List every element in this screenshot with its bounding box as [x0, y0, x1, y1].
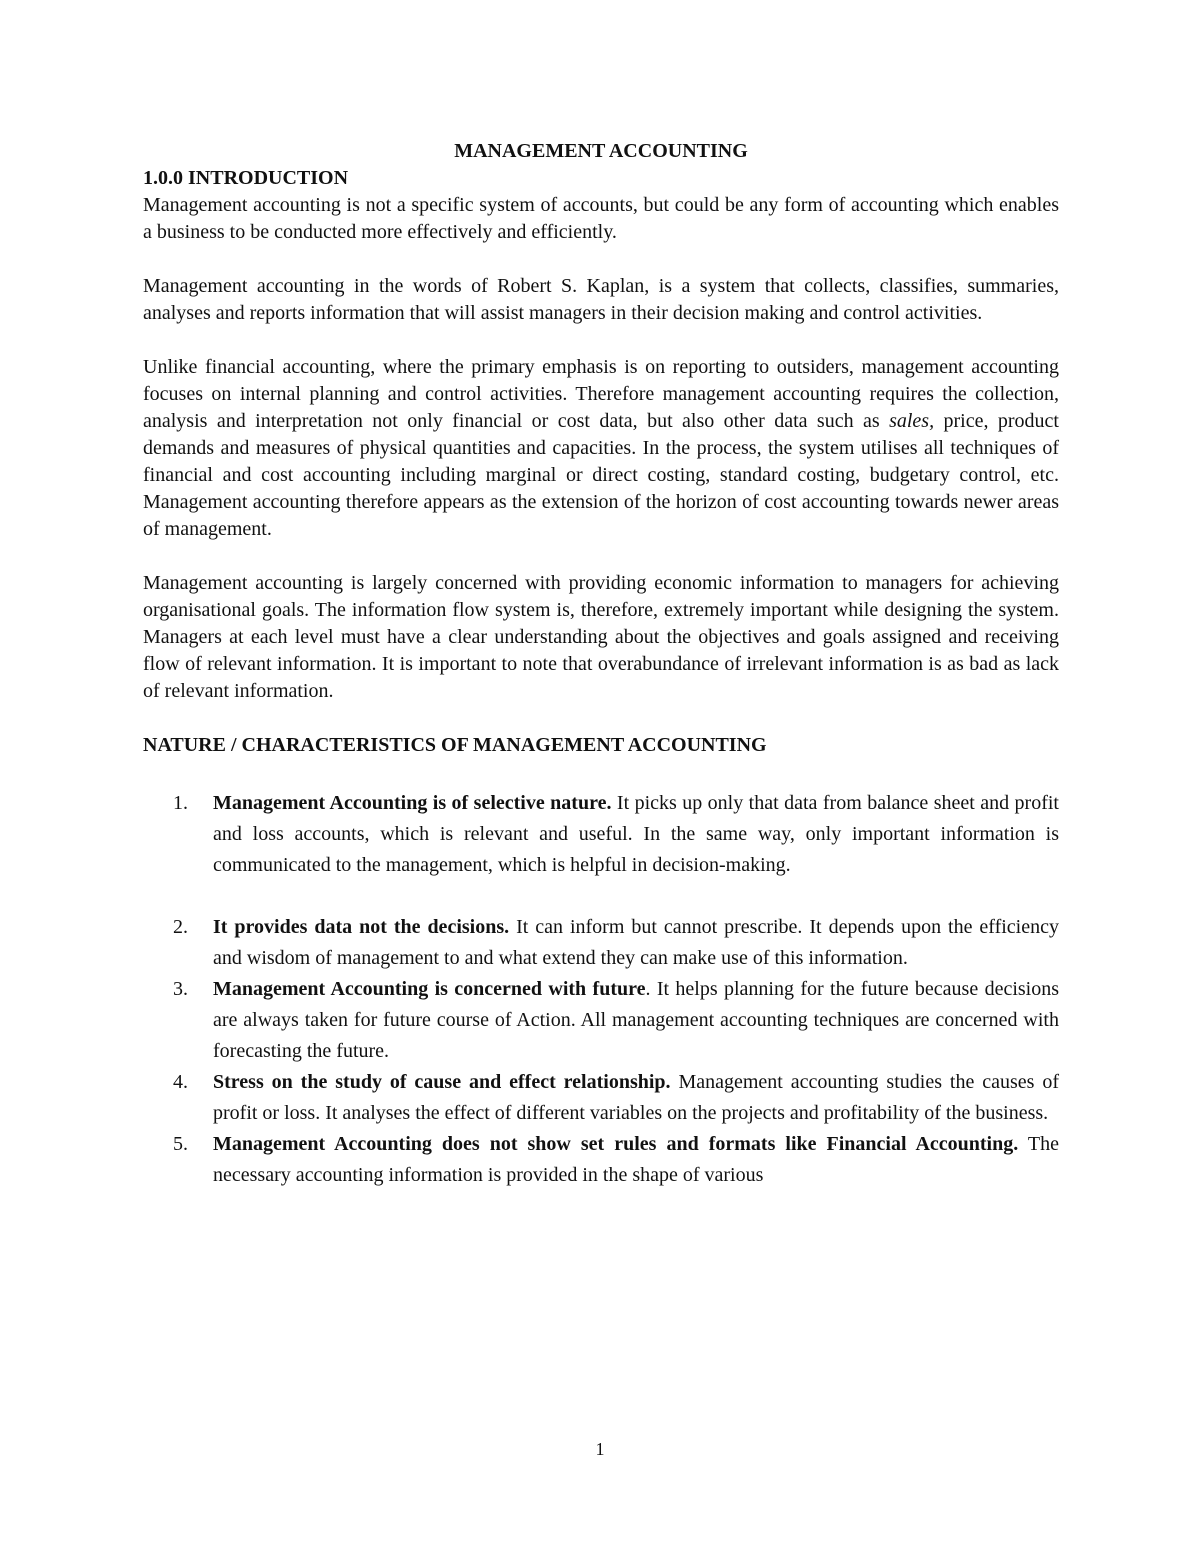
document-title: MANAGEMENT ACCOUNTING — [454, 140, 748, 162]
page-number: 1 — [595, 1439, 605, 1459]
list-item-bold: Management Accounting is concerned with future — [213, 978, 646, 1000]
list-item-bold: It provides data not the decisions. — [213, 916, 510, 938]
intro-paragraph-3-text-a: Unlike financial accounting, where the primary emphasis is on reporting to outsiders, management accounting focuses on internal planning and control activities. Therefore management accounting requires the collection, analysis and interpretation not only financial or cost data, but also other data such as — [143, 356, 1059, 432]
intro-heading: 1.0.0 INTRODUCTION — [143, 167, 349, 189]
intro-paragraph-2: Management accounting in the words of Robert S. Kaplan, is a system that collects, classifies, summaries, analyses and reports information that will assist managers in their decision making and control activities. — [143, 275, 1059, 324]
list-item-text: It picks up only that data from balance sheet and profit and loss accounts, which is relevant and useful. In the same way, only important information is communicated to the management, which is helpful in decision-making. — [213, 792, 1059, 876]
characteristics-list — [143, 788, 1059, 1191]
intro-paragraph-1: Management accounting is not a specific system of accounts, but could be any form of accounting which enables a business to be conducted more effectively and efficiently. — [143, 194, 1059, 243]
list-item-number: 3. — [173, 978, 188, 1000]
intro-paragraph-4: Management accounting is largely concerned with providing economic information to managers for achieving organisational goals. The information flow system is, therefore, extremely important while designing the system. Managers at each level must have a clear understanding about the objectives and goals assigned and receiving flow of relevant information. It is important to note that overabundance of irrelevant information is as bad as lack of relevant information. — [143, 572, 1059, 702]
list-item-number: 2. — [173, 916, 188, 938]
list-item — [143, 788, 1059, 881]
italic-sales-term: sales, — [889, 410, 935, 432]
intro-paragraph-3-text-b: price, product demands and measures of physical quantities and capacities. In the process, the system utilises all techniques of financial and cost accounting including marginal or direct costing, standard costing, budgetary control, etc. Management accounting therefore appears as the extension of the horizon of cost accounting towards newer areas of management. — [143, 410, 1059, 540]
list-item — [143, 1067, 1059, 1129]
list-item-text: The necessary accounting information is provided in the shape of various — [213, 1133, 1059, 1186]
list-item-number: 5. — [173, 1133, 188, 1155]
list-item — [143, 912, 1059, 974]
list-item — [143, 974, 1059, 1067]
nature-heading: NATURE / CHARACTERISTICS OF MANAGEMENT ACCOUNTING — [143, 734, 767, 756]
list-item-text: . It helps planning for the future because decisions are always taken for future course of Action. All management accounting techniques are concerned with forecasting the future. — [213, 978, 1060, 1062]
list-item-text: It can inform but cannot prescribe. It depends upon the efficiency and wisdom of management to and what extend they can make use of this information. — [213, 916, 1059, 969]
list-item-number: 4. — [173, 1071, 188, 1093]
list-item-bold: Management Accounting is of selective nature. — [213, 792, 612, 814]
list-item — [143, 1129, 1059, 1191]
document-page — [143, 138, 1059, 1191]
intro-paragraph-3 — [143, 354, 1059, 543]
list-item-bold: Management Accounting does not show set rules and formats like Financial Accounting. — [213, 1133, 1019, 1155]
list-item-text: Management accounting studies the causes of profit or loss. It analyses the effect of different variables on the projects and profitability of the business. — [213, 1071, 1059, 1124]
list-item-bold: Stress on the study of cause and effect relationship. — [213, 1071, 671, 1093]
list-item-number: 1. — [173, 792, 188, 814]
